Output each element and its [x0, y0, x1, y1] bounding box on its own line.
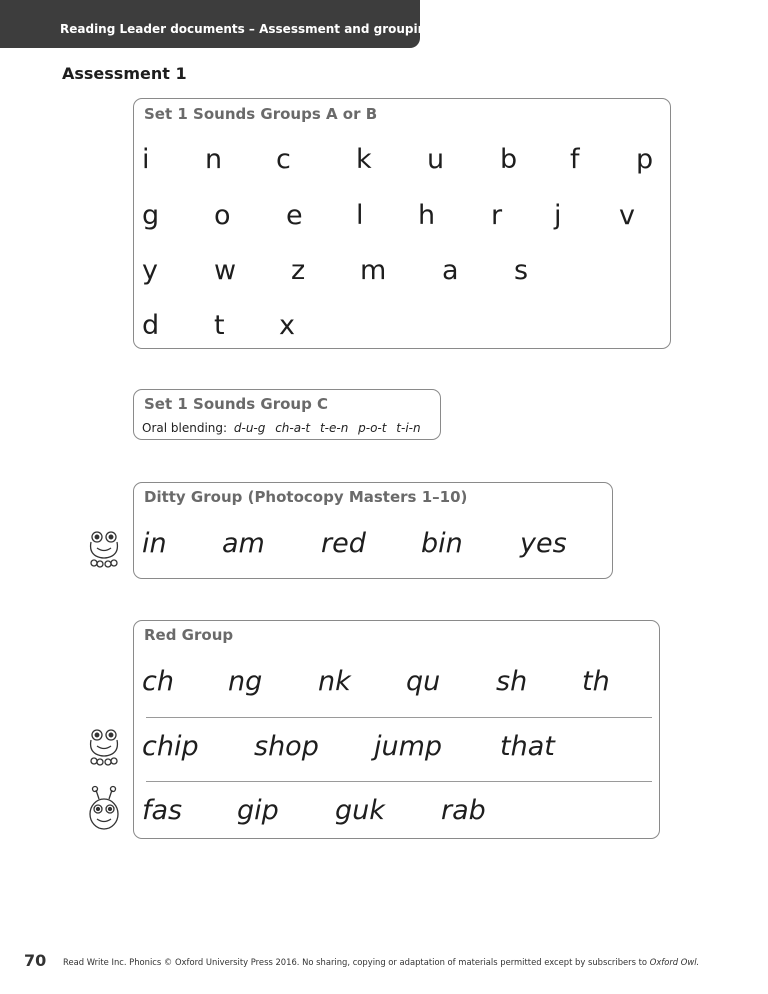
alien-word: guk [335, 795, 385, 826]
real-word: that [500, 731, 555, 762]
sound-letter: m [360, 255, 387, 286]
red-sound: ch [142, 666, 174, 697]
sound-letter: k [356, 144, 372, 175]
set1-ab-title: Set 1 Sounds Groups A or B [144, 105, 378, 123]
sound-letter: s [514, 255, 529, 286]
oral-blending-word: ch-a-t [275, 421, 311, 435]
page-number: 70 [24, 951, 47, 970]
alien-word: rab [441, 795, 486, 826]
ditty-word: red [321, 528, 366, 559]
sound-letter: r [491, 200, 503, 231]
divider [146, 717, 652, 718]
sound-letter: b [500, 144, 518, 175]
ditty-group-box [133, 482, 613, 579]
sound-letter: i [142, 144, 150, 175]
sound-letter: g [142, 200, 160, 231]
set1-c-title: Set 1 Sounds Group C [144, 395, 329, 413]
alien-word: fas [142, 795, 183, 826]
sound-letter: u [427, 144, 445, 175]
red-sound: sh [496, 666, 528, 697]
copyright-text: Read Write Inc. Phonics © Oxford University Press 2016. No sharing, copying or adaptation of materials permitted except by subscribers to [63, 957, 648, 967]
oral-blending-word: p-o-t [358, 421, 387, 435]
sound-letter: v [619, 200, 635, 231]
header-tab [0, 0, 435, 48]
sound-letter: y [142, 255, 158, 286]
header-title: Reading Leader documents – Assessment and grouping [60, 22, 435, 36]
sound-letter: z [291, 255, 306, 286]
sound-letter: d [142, 310, 160, 341]
sound-letter: p [636, 144, 654, 175]
sound-letter: n [205, 144, 223, 175]
ditty-word: bin [421, 528, 463, 559]
oral-blending-label: Oral blending: [142, 421, 228, 435]
oral-blending-word: t-i-n [396, 421, 421, 435]
ditty-word: am [222, 528, 265, 559]
sound-letter: c [276, 144, 291, 175]
real-word: jump [374, 731, 443, 762]
sound-letter: e [286, 200, 303, 231]
sound-letter: a [442, 255, 459, 286]
fred-frog-icon [86, 530, 122, 568]
sound-letter: w [214, 255, 237, 286]
divider [146, 781, 652, 782]
fred-frog-icon [86, 728, 122, 766]
alien-icon [87, 785, 121, 831]
red-sound: nk [318, 666, 351, 697]
red-sound: ng [228, 666, 263, 697]
red-sound: qu [406, 666, 441, 697]
oral-blending-line [142, 421, 421, 435]
section-title: Assessment 1 [62, 64, 187, 83]
oral-blending-word: t-e-n [319, 421, 349, 435]
sound-letter: x [279, 310, 295, 341]
ditty-word: yes [520, 528, 567, 559]
real-word: shop [254, 731, 319, 762]
alien-word: gip [237, 795, 279, 826]
sound-letter: f [570, 144, 580, 175]
sound-letter: o [214, 200, 231, 231]
ditty-group-title: Ditty Group (Photocopy Masters 1–10) [144, 488, 468, 506]
copyright-brand: Oxford Owl. [649, 957, 700, 967]
set1-c-box [133, 389, 441, 440]
real-word: chip [142, 731, 199, 762]
sound-letter: l [356, 200, 364, 231]
set1-ab-box [133, 98, 671, 349]
copyright-notice [63, 957, 699, 967]
oral-blending-word: d-u-g [233, 421, 266, 435]
red-group-title: Red Group [144, 626, 234, 644]
red-sound: th [582, 666, 610, 697]
red-group-box [133, 620, 660, 839]
sound-letter: h [418, 200, 436, 231]
ditty-word: in [142, 528, 167, 559]
sound-letter: t [214, 310, 225, 341]
sound-letter: j [554, 200, 562, 231]
